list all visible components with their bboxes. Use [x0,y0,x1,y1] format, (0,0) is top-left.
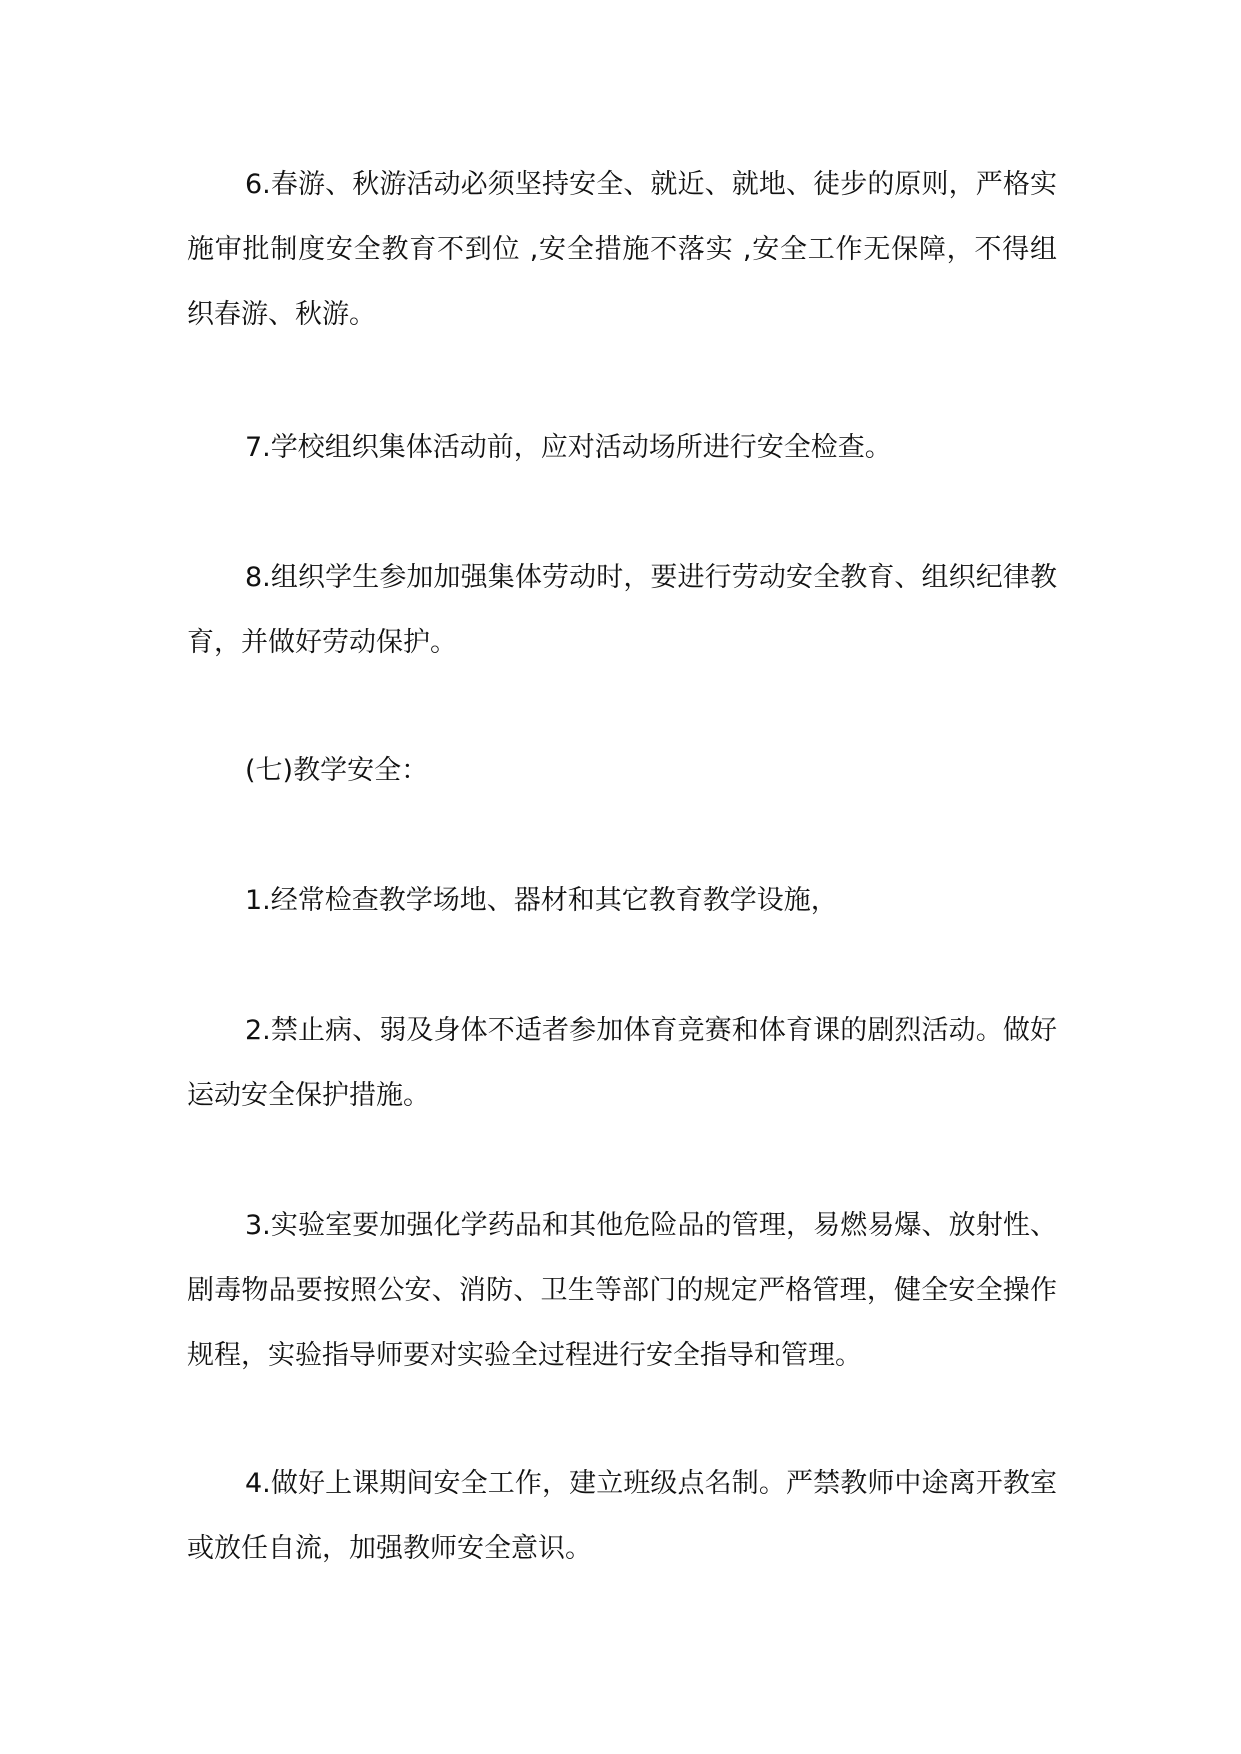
paragraph-item-4: 4.做好上课期间安全工作，建立班级点名制。严禁教师中途离开教室或放任自流，加强教师安全意识。 [187,1468,1057,1564]
paragraph-item-7: 7.学校组织集体活动前，应对活动场所进行安全检查。 [245,432,892,463]
paragraph-item-2: 2.禁止病、弱及身体不适者参加体育竞赛和体育课的剧烈活动。做好运动安全保护措施。 [187,1015,1057,1111]
paragraph-item-1: 1.经常检查教学场地、器材和其它教育教学设施， [245,885,838,916]
section-heading-teaching-safety: (七)教学安全： [245,755,429,786]
paragraph-item-8: 8.组织学生参加加强集体劳动时，要进行劳动安全教育、组织纪律教育，并做好劳动保护。 [187,562,1057,658]
paragraph-item-3: 3.实验室要加强化学药品和其他危险品的管理，易燃易爆、放射性、剧毒物品要按照公安、消防、卫生等部门的规定严格管理，健全安全操作规程，实验指导师要对实验全过程进行安全指导和管理。 [187,1210,1057,1371]
paragraph-item-6: 6.春游、秋游活动必须坚持安全、就近、就地、徒步的原则，严格实施审批制度安全教育不到位 ,安全措施不落实 ,安全工作无保障，不得组织春游、秋游。 [187,169,1057,330]
